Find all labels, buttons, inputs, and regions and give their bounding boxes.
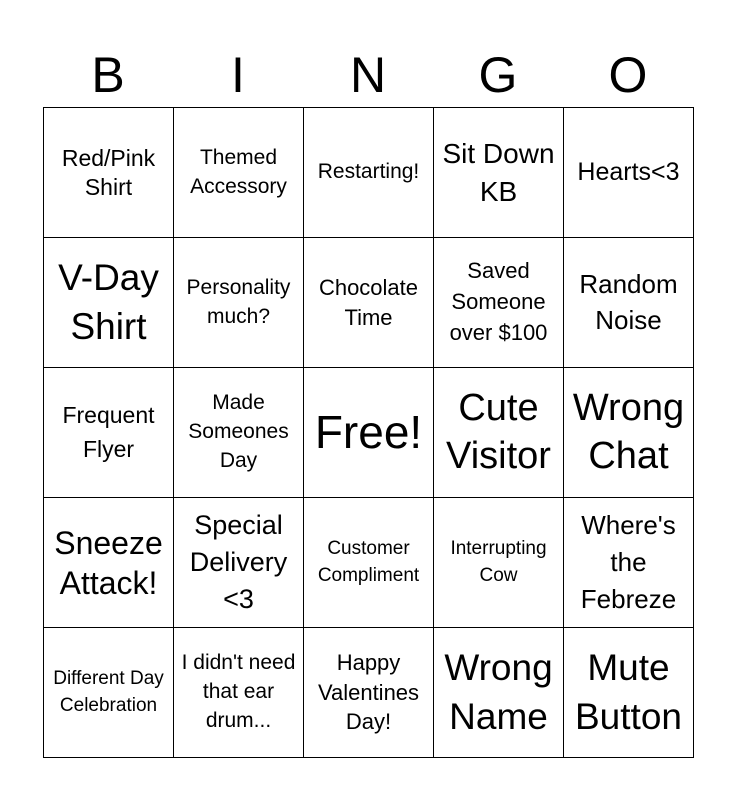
header-letter-i: I	[231, 47, 245, 103]
bingo-cell[interactable]	[44, 238, 174, 368]
free-space-text: Free!	[314, 405, 423, 458]
bingo-cell[interactable]	[174, 238, 304, 368]
bingo-cell-text: Sneeze Attack!	[54, 524, 163, 601]
bingo-cell[interactable]	[304, 108, 434, 238]
bingo-cell-text: Red/Pink Shirt	[61, 145, 156, 200]
bingo-cell-text: V-Day Shirt	[58, 257, 159, 347]
bingo-cell[interactable]	[44, 368, 174, 498]
bingo-cell[interactable]	[304, 628, 434, 758]
bingo-cell-text: Different Day Celebration	[53, 667, 164, 716]
bingo-cell[interactable]	[304, 498, 434, 628]
bingo-cell-text: Restarting!	[317, 160, 420, 184]
bingo-cell-text: Interrupting Cow	[450, 537, 547, 586]
bingo-cell-text: Made Someones Day	[188, 391, 289, 472]
bingo-board	[43, 107, 694, 758]
bingo-cell[interactable]	[434, 368, 564, 498]
bingo-cell[interactable]	[564, 238, 694, 368]
free-space-cell[interactable]	[304, 368, 434, 498]
bingo-cell-text: Personality much?	[186, 276, 291, 328]
header-letter-n: N	[349, 47, 387, 103]
bingo-cell-text: Special Delivery <3	[189, 509, 288, 615]
bingo-cell[interactable]	[44, 628, 174, 758]
bingo-cell-text: Sit Down KB	[442, 137, 555, 207]
bingo-cell-text: Themed Accessory	[190, 146, 287, 198]
header-letter-b: B	[91, 47, 125, 103]
bingo-cell-text: Frequent Flyer	[62, 402, 155, 462]
bingo-cell[interactable]	[434, 108, 564, 238]
bingo-cell[interactable]	[434, 238, 564, 368]
bingo-cell-text: Random Noise	[579, 269, 678, 335]
bingo-cell[interactable]	[564, 368, 694, 498]
bingo-cell-text: Where's the Febreze	[580, 510, 677, 614]
bingo-cell-text: Happy Valentines Day!	[317, 649, 420, 735]
bingo-cell-text: Hearts<3	[577, 157, 680, 186]
header-letter-o: O	[608, 47, 648, 103]
bingo-cell-text: Wrong Name	[444, 647, 553, 737]
bingo-cell[interactable]	[174, 368, 304, 498]
bingo-cell[interactable]	[44, 108, 174, 238]
bingo-cell-text: Customer Compliment	[317, 537, 420, 586]
bingo-cell-text: Wrong Chat	[572, 387, 685, 477]
bingo-cell[interactable]	[434, 628, 564, 758]
bingo-cell[interactable]	[564, 498, 694, 628]
bingo-cell[interactable]	[174, 498, 304, 628]
header-letter-g: G	[478, 47, 518, 103]
bingo-cell-text: Cute Visitor	[446, 387, 551, 477]
bingo-cell[interactable]	[174, 628, 304, 758]
bingo-cell[interactable]	[434, 498, 564, 628]
bingo-cell-text: Chocolate Time	[318, 274, 419, 330]
bingo-cell-text: Mute Button	[575, 647, 682, 737]
bingo-header	[43, 44, 693, 106]
bingo-cell[interactable]	[564, 628, 694, 758]
bingo-cell-text: Saved Someone over $100	[449, 258, 548, 345]
bingo-cell-text: I didn't need that ear drum...	[181, 651, 296, 732]
bingo-cell[interactable]	[564, 108, 694, 238]
bingo-cell[interactable]	[44, 498, 174, 628]
bingo-cell[interactable]	[304, 238, 434, 368]
bingo-cell[interactable]	[174, 108, 304, 238]
